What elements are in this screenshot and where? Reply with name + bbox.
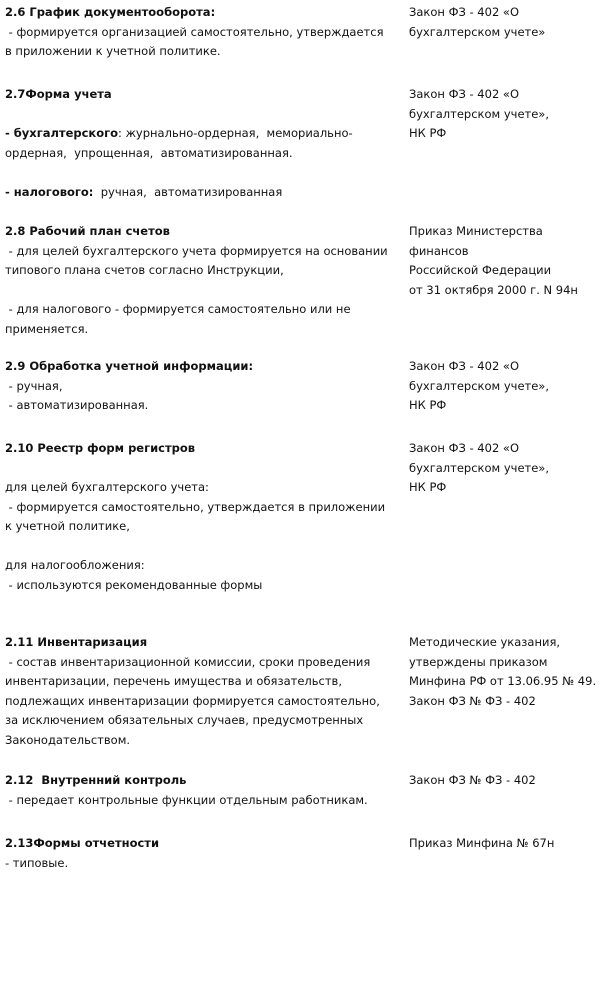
body-text: - для налогового - формируется самостоятельно или не <box>5 302 351 316</box>
reference-line: бухгалтерском учете», <box>409 460 549 475</box>
reference-line: НК РФ <box>409 480 447 494</box>
section-description <box>5 85 397 202</box>
body-text: в приложении к учетной политике. <box>5 44 221 58</box>
body-text: для налогообложения: <box>5 558 145 572</box>
description-line <box>5 261 397 281</box>
description-line <box>5 396 397 416</box>
body-text: - ручная, <box>5 378 63 393</box>
description-line <box>5 300 397 320</box>
body-text: - формируется самостоятельно, утверждается в приложении <box>5 499 386 514</box>
blank-line <box>5 459 397 479</box>
body-text: подлежащих инвентаризации формируется самостоятельно, <box>5 693 380 708</box>
section-description <box>5 3 397 62</box>
reference-line: финансов <box>409 243 469 258</box>
body-text: инвентаризации, перечень имущества и обязательств, <box>5 674 342 688</box>
description-line <box>5 498 397 518</box>
legal-reference <box>409 834 609 854</box>
description-line <box>5 653 397 673</box>
reference-line: Приказ Министерства <box>409 224 543 238</box>
blank-line <box>5 163 397 183</box>
description-line <box>5 320 397 340</box>
section-description <box>5 222 397 339</box>
legal-reference <box>409 439 609 498</box>
reference-line: бухгалтерском учете», <box>409 378 549 393</box>
legal-reference <box>409 3 609 42</box>
section-description <box>5 834 397 873</box>
section-heading-line <box>5 439 397 459</box>
description-line <box>5 144 397 164</box>
reference-line: Минфина РФ от 13.06.95 № 49. <box>409 674 597 688</box>
bold-text: 2.6 График документооборота: <box>5 5 216 19</box>
section-description <box>5 439 397 595</box>
body-text: к учетной политике, <box>5 519 130 533</box>
bold-text: 2.13Формы отчетности <box>5 836 160 850</box>
description-line <box>5 517 397 537</box>
description-line <box>5 23 397 43</box>
legal-reference <box>409 771 609 791</box>
body-text: применяется. <box>5 321 89 336</box>
body-text: - типовые. <box>5 855 69 870</box>
reference-line: Закон ФЗ - 402 «О <box>409 359 520 373</box>
blank-line <box>5 105 397 125</box>
blank-line <box>5 537 397 557</box>
reference-line: бухгалтерском учете» <box>409 24 546 39</box>
blank-line <box>5 281 397 301</box>
body-text: - для целей бухгалтерского учета формируется на основании <box>5 243 388 258</box>
section-description <box>5 771 397 810</box>
reference-line: Приказ Минфина № 67н <box>409 836 555 850</box>
body-text: - используются рекомендованные формы <box>5 577 263 592</box>
body-text: Законодательством. <box>5 732 131 747</box>
bold-text: - налогового: <box>5 184 94 199</box>
section-description <box>5 633 397 750</box>
description-line <box>5 183 397 203</box>
description-line <box>5 556 397 576</box>
description-line <box>5 692 397 712</box>
body-text: за исключением обязательных случаев, предусмотренных <box>5 713 364 727</box>
body-text: для целей бухгалтерского учета: <box>5 480 209 494</box>
description-line <box>5 576 397 596</box>
section-heading-line <box>5 357 397 377</box>
reference-line: Закон ФЗ - 402 «О <box>409 87 520 101</box>
description-line <box>5 854 397 874</box>
reference-line: НК РФ <box>409 398 447 412</box>
description-line <box>5 242 397 262</box>
section-heading-line <box>5 771 397 791</box>
legal-reference <box>409 222 609 300</box>
reference-line: Методические указания, <box>409 635 561 649</box>
body-text: - передает контрольные функции отдельным работникам. <box>5 792 368 807</box>
bold-text: 2.10 Реестр форм регистров <box>5 441 196 455</box>
reference-line: НК РФ <box>409 126 447 140</box>
section-heading-line <box>5 3 397 23</box>
description-line <box>5 377 397 397</box>
reference-line: Закон ФЗ - 402 «О <box>409 5 520 19</box>
reference-line: утверждены приказом <box>409 654 548 669</box>
description-line <box>5 124 397 144</box>
body-text: - состав инвентаризационной комиссии, сроки проведения <box>5 654 371 669</box>
section-heading-line <box>5 85 397 105</box>
body-text: ручная, автоматизированная <box>93 184 283 199</box>
section-heading-line <box>5 834 397 854</box>
description-line <box>5 478 397 498</box>
section-description <box>5 357 397 416</box>
body-text: типового плана счетов согласно Инструкции, <box>5 263 284 277</box>
description-line <box>5 711 397 731</box>
description-line <box>5 731 397 751</box>
body-text: - формируется организацией самостоятельно, утверждается <box>5 24 384 39</box>
reference-line: Закон ФЗ № ФЗ - 402 <box>409 773 536 787</box>
description-line <box>5 791 397 811</box>
bold-text: - бухгалтерского <box>5 126 119 140</box>
body-text: - автоматизированная. <box>5 398 149 412</box>
legal-reference <box>409 357 609 416</box>
bold-text: 2.9 Обработка учетной информации: <box>5 359 254 373</box>
reference-line: Закон ФЗ № ФЗ - 402 <box>409 693 536 708</box>
reference-line: бухгалтерском учете», <box>409 106 549 121</box>
description-line <box>5 672 397 692</box>
bold-text: 2.8 Рабочий план счетов <box>5 224 170 238</box>
bold-text: 2.12 Внутренний контроль <box>5 773 187 787</box>
body-text: : журнально-ордерная, мемориально- <box>118 126 353 140</box>
reference-line: Закон ФЗ - 402 «О <box>409 441 520 455</box>
bold-text: 2.7Форма учета <box>5 87 112 101</box>
legal-reference <box>409 633 609 711</box>
section-heading-line <box>5 633 397 653</box>
description-line <box>5 42 397 62</box>
section-heading-line <box>5 222 397 242</box>
body-text: ордерная, упрощенная, автоматизированная. <box>5 145 293 160</box>
reference-line: от 31 октября 2000 г. N 94н <box>409 282 578 297</box>
legal-reference <box>409 85 609 144</box>
reference-line: Российской Федерации <box>409 263 552 277</box>
bold-text: 2.11 Инвентаризация <box>5 635 148 649</box>
